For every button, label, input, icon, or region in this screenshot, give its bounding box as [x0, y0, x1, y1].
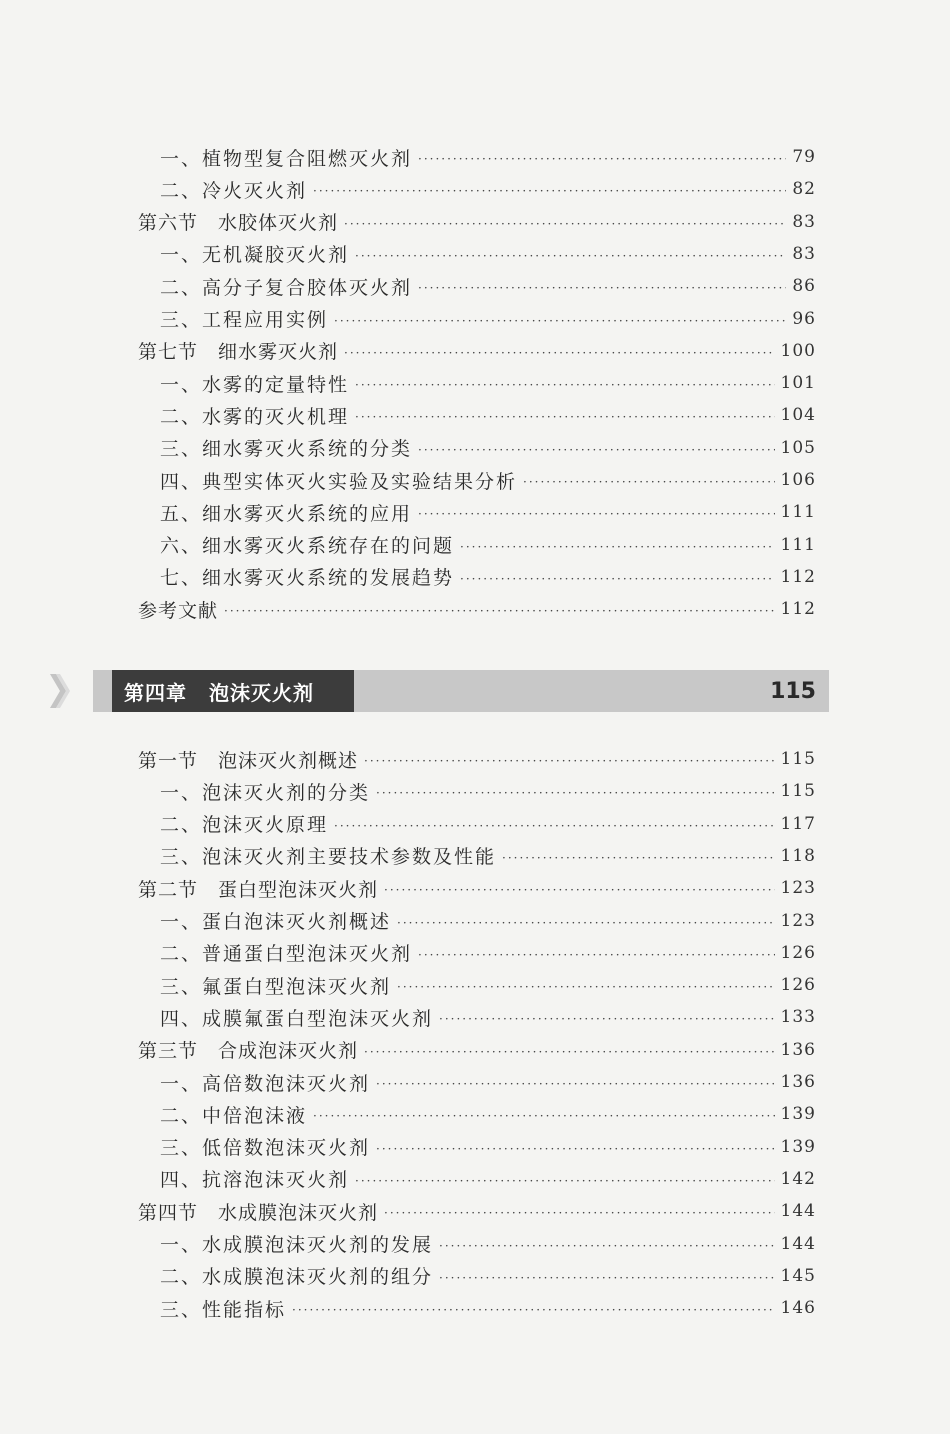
dot-leader	[344, 346, 775, 360]
toc-section-entry	[138, 594, 816, 624]
toc-subentry	[160, 497, 816, 527]
toc-entry-page: 136	[780, 1072, 816, 1092]
toc-entry-title: 第一节 泡沫灭火剂概述	[138, 749, 359, 772]
toc-subentry	[160, 1002, 816, 1032]
dot-leader	[418, 507, 775, 521]
toc-entry-title: 一、蛋白泡沫灭火剂概述	[160, 911, 392, 933]
chapter-number: 第四章	[124, 680, 187, 705]
toc-entry-title: 一、泡沫灭火剂的分类	[160, 781, 371, 804]
dot-leader	[334, 314, 786, 328]
toc-entry-page: 83	[792, 243, 816, 264]
toc-entry-title: 三、工程应用实例	[160, 309, 329, 331]
toc-entry-title: 二、中倍泡沫液	[160, 1104, 308, 1127]
toc-entry-page: 112	[780, 599, 816, 620]
toc-section-entry	[138, 1035, 816, 1065]
toc-section-entry	[138, 1196, 816, 1226]
toc-entry-title: 一、水雾的定量特性	[160, 373, 350, 396]
toc-entry-title: 二、冷火灭火剂	[160, 179, 308, 202]
toc-section-entry	[138, 336, 816, 366]
toc-entry-page: 101	[780, 373, 816, 394]
toc-entry-title: 参考文献	[138, 599, 219, 622]
dot-leader	[355, 249, 786, 263]
toc-subentry	[160, 970, 816, 1000]
toc-subentry	[160, 1132, 816, 1162]
toc-subentry	[160, 776, 816, 806]
toc-entry-title: 一、水成膜泡沫灭火剂的发展	[160, 1234, 434, 1256]
toc-subentry	[160, 906, 816, 936]
toc-subentry	[160, 841, 816, 871]
dot-leader	[292, 1303, 775, 1317]
dot-leader	[439, 1239, 775, 1253]
toc-entry-page: 112	[780, 566, 816, 587]
toc-entry-page: 146	[780, 1298, 816, 1319]
dot-leader	[502, 851, 775, 865]
toc-section-entry	[138, 873, 816, 903]
toc-entry-page: 144	[780, 1233, 816, 1254]
chapter-page-number: 115	[770, 678, 816, 704]
toc-entry-title: 二、高分子复合胶体灭火剂	[160, 276, 413, 299]
dot-leader	[376, 786, 775, 800]
dot-leader	[439, 1271, 775, 1285]
dot-leader	[376, 1077, 775, 1091]
toc-entry-page: 142	[780, 1168, 816, 1189]
toc-entry-title: 一、无机凝胶灭火剂	[160, 244, 350, 267]
toc-entry-title: 第七节 细水雾灭火剂	[138, 341, 339, 364]
toc-subentry	[160, 562, 816, 592]
toc-entry-title: 二、水成膜泡沫灭火剂的组分	[160, 1266, 434, 1289]
dot-leader	[384, 883, 775, 897]
toc-entry-title: 四、成膜氟蛋白型泡沫灭火剂	[160, 1007, 434, 1030]
dot-leader	[313, 1109, 775, 1123]
toc-entry-title: 三、低倍数泡沫灭火剂	[160, 1137, 371, 1160]
dot-leader	[364, 1045, 775, 1059]
toc-entry-page: 117	[780, 813, 816, 834]
toc-entry-title: 六、细水雾灭火系统存在的问题	[160, 535, 455, 558]
toc-entry-title: 第四节 水成膜泡沫灭火剂	[138, 1201, 379, 1224]
toc-entry-title: 五、细水雾灭火系统的应用	[160, 502, 413, 525]
toc-entry-page: 144	[780, 1201, 816, 1222]
toc-entry-title: 一、植物型复合阻燃灭火剂	[160, 147, 413, 170]
toc-entry-title: 二、普通蛋白型泡沫灭火剂	[160, 943, 413, 966]
toc-entry-page: 111	[780, 534, 816, 555]
dot-leader	[418, 152, 786, 166]
toc-subentry	[160, 530, 816, 560]
toc-subentry	[160, 938, 816, 968]
toc-entry-title: 第三节 合成泡沫灭火剂	[138, 1040, 359, 1063]
dot-leader	[460, 572, 775, 586]
dot-leader	[384, 1206, 775, 1220]
toc-entry-page: 123	[780, 878, 816, 899]
toc-subentry	[160, 465, 816, 495]
chapter-title: 泡沫灭火剂	[209, 680, 314, 705]
toc-subentry	[160, 304, 816, 334]
dot-leader	[418, 443, 775, 457]
toc-entry-page: 79	[792, 147, 816, 167]
toc-entry-title: 三、泡沫灭火剂主要技术参数及性能	[160, 846, 497, 869]
dot-leader	[523, 475, 775, 489]
toc-subentry	[160, 1229, 816, 1259]
toc-entry-page: 83	[792, 211, 816, 232]
dot-leader	[364, 754, 775, 768]
chapter-heading	[112, 670, 354, 712]
toc-entry-page: 139	[780, 1104, 816, 1125]
dot-leader	[313, 184, 786, 198]
toc-entry-page: 126	[780, 942, 816, 963]
dot-leader	[355, 1174, 775, 1188]
toc-entry-page: 106	[780, 470, 816, 490]
toc-entry-page: 115	[780, 749, 816, 769]
toc-entry-title: 第二节 蛋白型泡沫灭火剂	[138, 878, 379, 901]
toc-entry-page: 111	[780, 502, 816, 523]
toc-entry-title: 七、细水雾灭火系统的发展趋势	[160, 567, 455, 590]
toc-subentry	[160, 1099, 816, 1129]
toc-entry-page: 82	[792, 179, 816, 200]
toc-subentry	[160, 809, 816, 839]
toc-entry-title: 三、性能指标	[160, 1298, 287, 1321]
dot-leader	[334, 819, 775, 833]
toc-section-entry	[138, 207, 816, 237]
dot-leader	[418, 948, 775, 962]
toc-entry-title: 第六节 水胶体灭火剂	[138, 212, 339, 235]
toc-entry-title: 四、典型实体灭火实验及实验结果分析	[160, 470, 518, 493]
toc-entry-page: 96	[792, 308, 816, 329]
toc-entry-page: 100	[780, 340, 816, 361]
chevron-right-icon	[46, 672, 72, 710]
toc-subentry	[160, 1261, 816, 1291]
toc-subentry	[160, 1293, 816, 1323]
toc-entry-title: 四、抗溶泡沫灭火剂	[160, 1169, 350, 1192]
toc-entry-page: 123	[780, 910, 816, 931]
dot-leader	[224, 604, 775, 618]
toc-entry-page: 126	[780, 975, 816, 996]
dot-leader	[344, 217, 786, 231]
toc-entry-title: 一、高倍数泡沫灭火剂	[160, 1072, 371, 1095]
toc-subentry	[160, 1164, 816, 1194]
dot-leader	[397, 980, 775, 994]
toc-subentry	[160, 174, 816, 204]
toc-entry-title: 二、水雾的灭火机理	[160, 405, 350, 428]
dot-leader	[397, 916, 775, 930]
toc-entry-page: 104	[780, 405, 816, 426]
toc-subentry	[160, 239, 816, 269]
toc-entry-page: 139	[780, 1136, 816, 1157]
toc-subentry	[160, 142, 816, 172]
dot-leader	[376, 1142, 775, 1156]
dot-leader	[460, 540, 775, 554]
toc-section-entry	[138, 744, 816, 774]
toc-subentry	[160, 400, 816, 430]
toc-subentry	[160, 271, 816, 301]
toc-entry-title: 三、氟蛋白型泡沫灭火剂	[160, 975, 392, 998]
toc-subentry	[160, 1067, 816, 1097]
toc-entry-page: 145	[780, 1265, 816, 1286]
toc-entry-page: 133	[780, 1007, 816, 1028]
toc-entry-page: 105	[780, 437, 816, 458]
toc-entry-page: 86	[792, 276, 816, 297]
dot-leader	[355, 410, 775, 424]
dot-leader	[418, 281, 786, 295]
toc-entry-page: 136	[780, 1039, 816, 1060]
toc-entry-page: 115	[780, 781, 816, 802]
toc-subentry	[160, 368, 816, 398]
toc-entry-title: 二、泡沫灭火原理	[160, 814, 329, 837]
toc-entry-title: 三、细水雾灭火系统的分类	[160, 438, 413, 461]
toc-subentry	[160, 433, 816, 463]
toc-entry-page: 118	[780, 845, 816, 866]
dot-leader	[355, 378, 775, 392]
dot-leader	[439, 1012, 775, 1026]
